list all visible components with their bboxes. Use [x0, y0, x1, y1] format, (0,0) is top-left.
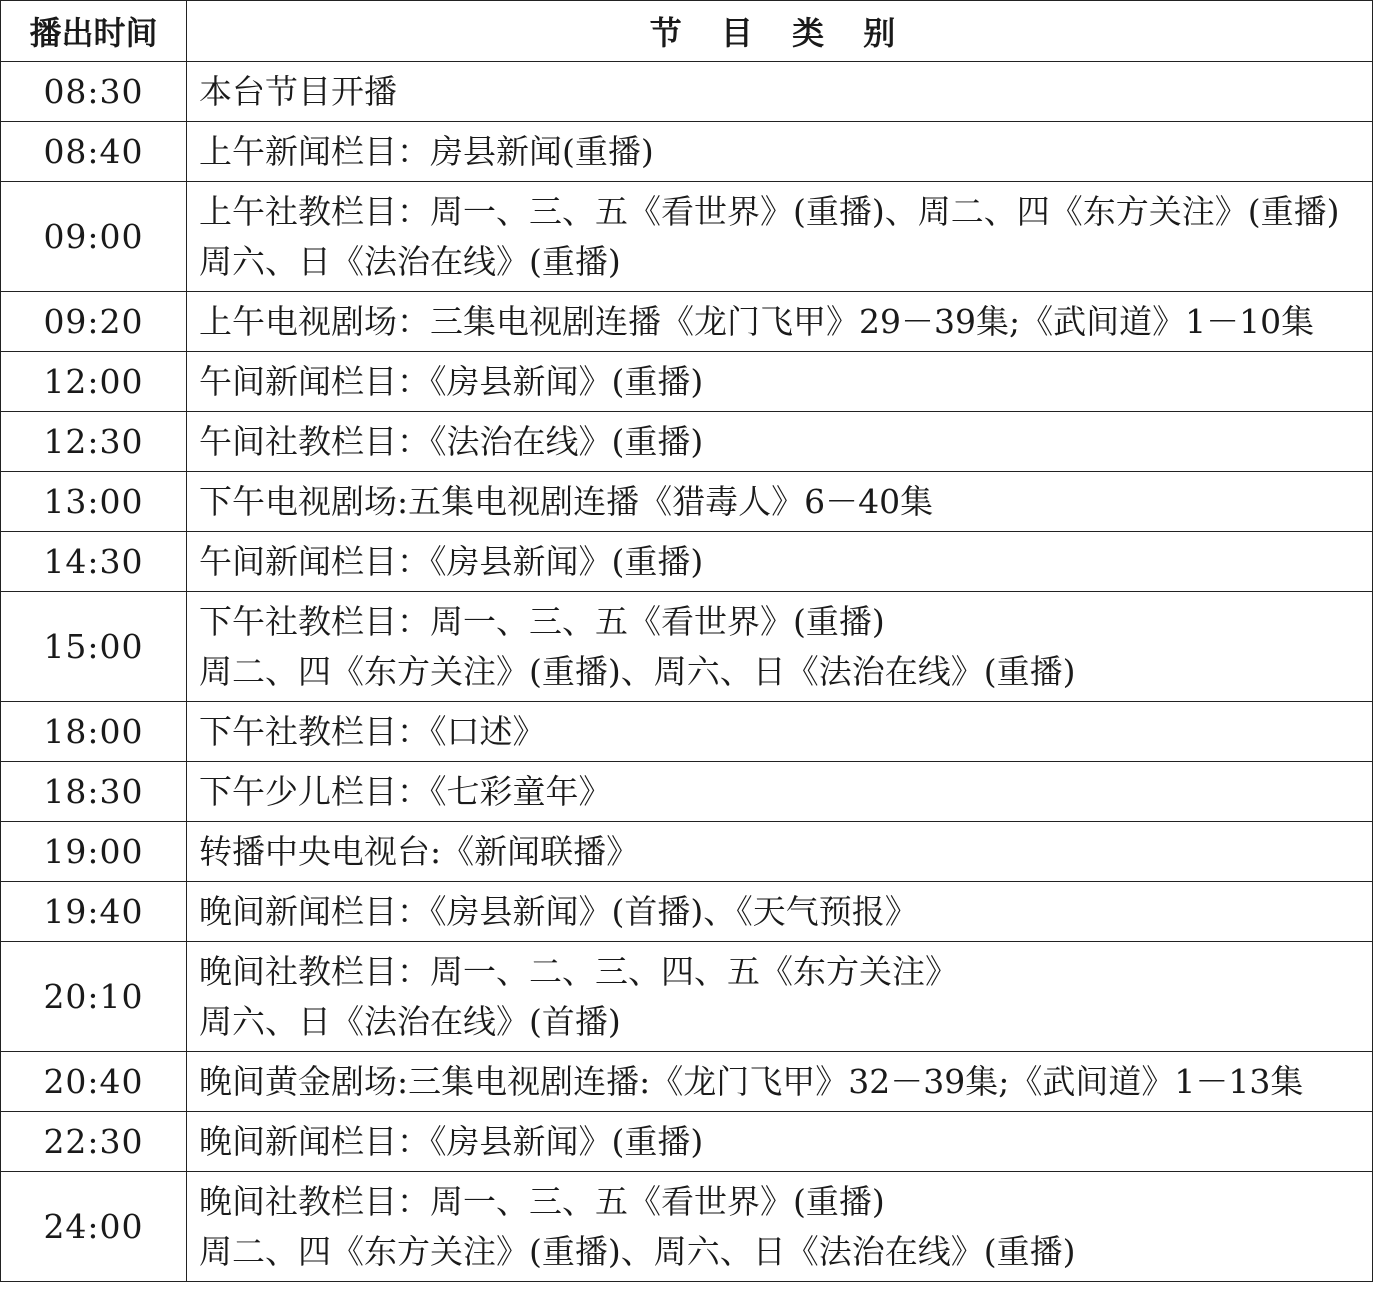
- broadcast-time-cell: 13:00: [1, 472, 187, 532]
- program-line: 上午社教栏目：周一、三、五《看世界》(重播)、周二、四《东方关注》(重播): [199, 191, 1340, 231]
- program-line: 周六、日《法治在线》(重播): [199, 241, 621, 281]
- program-cell: [187, 122, 1373, 182]
- program-line: 晚间社教栏目：周一、三、五《看世界》(重播): [199, 1181, 885, 1221]
- table-row: [1, 532, 1373, 592]
- program-line: 下午社教栏目：《口述》: [199, 711, 546, 751]
- table-row: [1, 822, 1373, 882]
- program-cell: [187, 532, 1373, 592]
- program-line: 周二、四《东方关注》(重播)、周六、日《法治在线》(重播): [199, 651, 1076, 691]
- broadcast-time-cell: 12:30: [1, 412, 187, 472]
- program-cell: [187, 292, 1373, 352]
- program-cell: [187, 412, 1373, 472]
- broadcast-time-cell: 19:00: [1, 822, 187, 882]
- program-cell: [187, 592, 1373, 702]
- table-row: [1, 702, 1373, 762]
- table-row: [1, 412, 1373, 472]
- broadcast-time-cell: 09:00: [1, 182, 187, 292]
- broadcast-time-cell: 20:10: [1, 942, 187, 1052]
- table-row: [1, 472, 1373, 532]
- program-line: 周二、四《东方关注》(重播)、周六、日《法治在线》(重播): [199, 1231, 1076, 1271]
- program-line: 午间社教栏目：《法治在线》(重播): [199, 421, 704, 461]
- header-program-category: 节 目 类 别: [187, 1, 1373, 62]
- program-line: 下午少儿栏目：《七彩童年》: [199, 771, 612, 811]
- program-line: 晚间黄金剧场:三集电视剧连播:《龙门飞甲》32－39集;《武间道》1－13集: [199, 1061, 1304, 1101]
- schedule-body: [1, 62, 1373, 1282]
- broadcast-time-cell: 08:40: [1, 122, 187, 182]
- program-cell: [187, 472, 1373, 532]
- table-row: [1, 352, 1373, 412]
- program-cell: [187, 942, 1373, 1052]
- table-row: [1, 182, 1373, 292]
- program-line: 周六、日《法治在线》(首播): [199, 1001, 621, 1041]
- program-line: 转播中央电视台:《新闻联播》: [199, 831, 640, 871]
- program-line: 上午电视剧场：三集电视剧连播《龙门飞甲》29－39集;《武间道》1－10集: [199, 301, 1315, 341]
- program-cell: [187, 1172, 1373, 1282]
- table-row: [1, 1052, 1373, 1112]
- program-cell: [187, 352, 1373, 412]
- program-line: 晚间新闻栏目：《房县新闻》(首播)、《天气预报》: [199, 891, 918, 931]
- program-line: 下午社教栏目：周一、三、五《看世界》(重播): [199, 601, 885, 641]
- table-row: [1, 592, 1373, 702]
- program-cell: [187, 702, 1373, 762]
- program-line: 下午电视剧场:五集电视剧连播《猎毒人》6－40集: [199, 481, 934, 521]
- header-broadcast-time: 播出时间: [1, 1, 187, 62]
- broadcast-time-cell: 14:30: [1, 532, 187, 592]
- broadcast-time-cell: 18:00: [1, 702, 187, 762]
- table-row: [1, 882, 1373, 942]
- program-line: 晚间新闻栏目：《房县新闻》(重播): [199, 1121, 704, 1161]
- broadcast-time-cell: 20:40: [1, 1052, 187, 1112]
- program-line: 晚间社教栏目：周一、二、三、四、五《东方关注》: [199, 951, 958, 991]
- header-row: [1, 1, 1373, 62]
- table-row: [1, 122, 1373, 182]
- program-cell: [187, 1052, 1373, 1112]
- program-cell: [187, 182, 1373, 292]
- broadcast-time-cell: 09:20: [1, 292, 187, 352]
- program-cell: [187, 1112, 1373, 1172]
- program-cell: [187, 882, 1373, 942]
- program-cell: [187, 62, 1373, 122]
- table-row: [1, 62, 1373, 122]
- table-row: [1, 1112, 1373, 1172]
- table-row: [1, 762, 1373, 822]
- broadcast-time-cell: 22:30: [1, 1112, 187, 1172]
- table-row: [1, 1172, 1373, 1282]
- broadcast-time-cell: 19:40: [1, 882, 187, 942]
- broadcast-time-cell: 12:00: [1, 352, 187, 412]
- broadcast-time-cell: 18:30: [1, 762, 187, 822]
- program-line: 午间新闻栏目：《房县新闻》(重播): [199, 361, 704, 401]
- broadcast-time-cell: 08:30: [1, 62, 187, 122]
- program-cell: [187, 762, 1373, 822]
- table-row: [1, 942, 1373, 1052]
- program-cell: [187, 822, 1373, 882]
- program-line: 上午新闻栏目：房县新闻(重播): [199, 131, 654, 171]
- program-line: 午间新闻栏目：《房县新闻》(重播): [199, 541, 704, 581]
- broadcast-time-cell: 24:00: [1, 1172, 187, 1282]
- table-row: [1, 292, 1373, 352]
- program-line: 本台节目开播: [199, 71, 397, 111]
- broadcast-time-cell: 15:00: [1, 592, 187, 702]
